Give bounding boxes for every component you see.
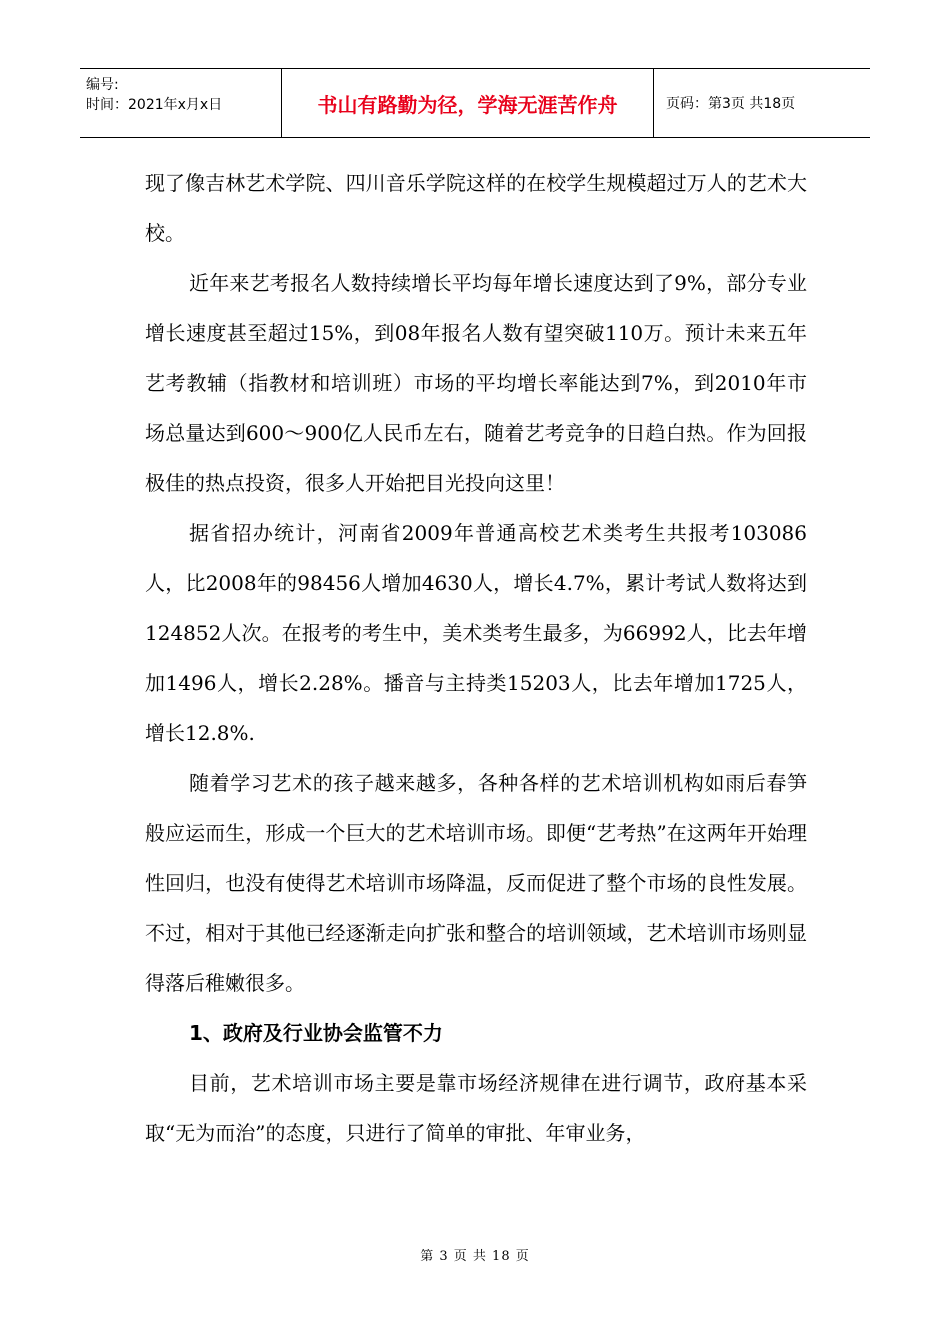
- header-meta: [80, 69, 282, 137]
- page-footer: 第 3 页 共 18 页: [420, 1249, 530, 1264]
- header-motto: 书山有路勤为径，学海无涯苦作舟: [282, 69, 654, 137]
- header-page-info: 页码：第3页 共18页: [666, 96, 796, 112]
- paragraph-1: 现了像吉林艺术学院、四川音乐学院这样的在校学生规模超过万人的艺术大校。: [145, 171, 807, 245]
- paragraph-3: 据省招办统计，河南省2009年普通高校艺术类考生共报考103086人，比2008年的98456人增加4630人，增长4.7%，累计考试人数将达到124852人次。在报考的考生中，美术类考生最多，为66992人，比去年增加1496人，增长2.28%。播音与主持类15203人，比去年增加1725人，增长12.8%.: [145, 521, 807, 745]
- section-heading: 1、政府及行业协会监管不力: [189, 1021, 443, 1045]
- paragraph-4: 随着学习艺术的孩子越来越多，各种各样的艺术培训机构如雨后春笋般应运而生，形成一个巨大的艺术培训市场。即便“艺考热”在这两年开始理性回归，也没有使得艺术培训市场降温，反而促进了整个市场的良性发展。不过，相对于其他已经逐渐走向扩张和整合的培训领域，艺术培训市场则显得落后稚嫩很多。: [145, 771, 807, 995]
- date-label: 时间：2021年x月x日: [86, 97, 223, 113]
- serial-label: 编号:: [86, 77, 119, 93]
- paragraph-5: 目前，艺术培训市场主要是靠市场经济规律在进行调节，政府基本采取“无为而治”的态度，只进行了简单的审批、年审业务，: [145, 1071, 807, 1145]
- page-header: [80, 68, 870, 138]
- paragraph-2: 近年来艺考报名人数持续增长平均每年增长速度达到了9%，部分专业增长速度甚至超过15%，到08年报名人数有望突破110万。预计未来五年艺考教辅（指教材和培训班）市场的平均增长率能达到7%，到2010年市场总量达到600～900亿人民币左右，随着艺考竞争的日趋白热。作为回报极佳的热点投资，很多人开始把目光投向这里！: [145, 271, 807, 495]
- document-body: [145, 158, 807, 1158]
